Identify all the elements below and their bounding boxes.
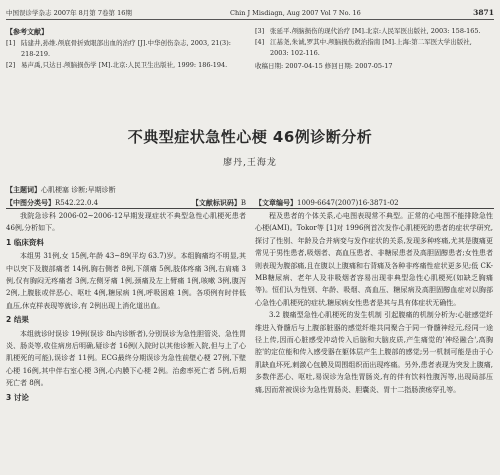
body-paragraph: 本组就诊时误诊 19例(误诊 8h内诊断者),分别误诊为急性胆管炎、急性胃炎、肠炎等,收住病房后明确,疑诊者 16例(入院时以其他诊断入院,但与上了心肌梗死的可能),误诊者 11例。ECG最终分期误诊为急性前壁心梗 27例,下壁心梗 16例,其中伴右室心梗 3例,心内膜下心梗 2例。治愈率死亡者 5例,后期死亡者 8例。	[6, 329, 247, 388]
keywords-label: 【主题词】	[6, 185, 41, 194]
journal-en: Chin J Misdiagn, Aug 2007 Vol 7 No. 16	[230, 8, 361, 17]
clc-label: 【中图分类号】	[6, 198, 55, 207]
body-subsection: 3.2 腹痛型急性心肌梗死的发生机制 引起腹痛的机制分析为:心脏感觉纤维进入脊髓后与上腹部脏器的感觉纤维共同聚合于同一脊髓神经元,经同一途径上传,因而心脏感受冲动传入后脑和大脑皮质,产生痛觉的'神经融合',高胸腔'的定位能和传入感受器在躯体层产生上腹部的感觉;另一机制可能是由于心肌缺血坏死,刺激心包膜及周围组织而出现疼痛。另外,患者表现为突发上腹痛,多数伴恶心、呕吐,易误诊为急性胃肠炎,有的伴有饮料性腹泻等,出现局部压痛,因而常被误诊为急性胃肠炎、胆囊炎、胃十二指肠溃疡穿孔等。	[255, 311, 493, 394]
body-paragraph: 程及患者的个体关系,心电图表现常不典型。正常的心电图不能排除急性心梗(AMI)。Tokor等 [1]对 1996例首次发作心肌梗死的患者的症状学研究,探讨了性别、年龄及合并病变与发作症状的关系,发现多种疼痛,尤其是腹痛更常见于男性患者,吸烟者、高血压患者、非糖尿患者及高胆固醇患者;女性患者则表现为腹部痛,且在腹以上腹痛和右背痛及各种非疼痛性症状更多见;低 CK-MB糖尿病、老年人及非吸烟者容易出现非典型急性心肌梗死(如缺乏胸痛等)。恒们认为性别、年龄、吸烟、高血压、糖尿病及高胆固醇血症对以胸部心急性心肌梗死的症状,糖尿病女性患者是其与具有体症状无确性。	[255, 212, 493, 307]
article-title: 不典型症状急性心梗 46例诊断分析	[127, 128, 373, 146]
references-heading: 【参考文献】	[6, 27, 48, 36]
references-right	[255, 26, 491, 72]
reference-item	[255, 37, 491, 59]
reference-text: 张延平.颅脑损伤的现代治疗 [M].北京:人民军医出版社, 2003: 158-165.	[270, 27, 481, 35]
keywords	[6, 184, 246, 196]
classification-meta	[6, 198, 246, 208]
reference-number: [3]	[255, 27, 265, 35]
section-heading: 1 临床资料	[6, 237, 44, 247]
reference-item	[255, 26, 491, 37]
running-header	[6, 6, 494, 20]
body-paragraph: 我院急诊科 2006-02~2006-12早期发现症状不典型急性心肌梗死患者 46例,分析如下。	[6, 212, 246, 233]
meta-divider	[6, 208, 494, 209]
article-authors: 廖丹,王海龙	[223, 158, 277, 168]
article-id-value: 1009-6647(2007)16-3871-02	[297, 199, 399, 207]
section-heading: 2 结果	[6, 315, 29, 325]
page-number: 3871	[473, 8, 494, 17]
reference-number: [4]	[255, 38, 265, 46]
clc-value: R542.22.0.4	[55, 199, 99, 207]
received-date: 收稿日期: 2007-04-15 修回日期: 2007-05-17	[255, 62, 393, 70]
doc-code-label: 【文献标识码】	[191, 198, 241, 207]
doc-code-value: B	[240, 199, 246, 207]
reference-text: 陆建井,孙维.颅底骨折致眼部出血的治疗 [J].中华创伤杂志, 2003, 21(3): 218-219.	[21, 39, 231, 58]
body-left-column	[6, 210, 246, 405]
section-heading: 3 讨论	[6, 392, 29, 402]
article-id-meta	[255, 198, 493, 208]
body-right-column	[255, 210, 493, 396]
journal-cn: 中国误诊学杂志 2007年 8月第 7卷第 16期	[6, 9, 132, 17]
reference-text: 江基尧,朱诚,罗其中.颅脑损伤救治指南 [M].上海:第二军医大学出版社, 2003: 102-116.	[270, 38, 472, 57]
reference-item	[6, 60, 246, 71]
reference-number: [1]	[6, 39, 16, 47]
reference-item	[6, 38, 246, 60]
body-paragraph: 本组男 31例,女 15例,年龄 43~89(平均 63.7)岁。本组胸痛均不明显,其中以突下及腹部痛者 14例,胸右侧者 8例,下颌痛 5例,肢体疼痛 3例,右肩痛 3例,仅有胸闷无疼痛者 3例,左侧牙痛 1例,颈痛及左上臂痛 1例,咳嗽 3例,腹泻 2例,上腹胀或伴恶心、呕吐 4例,糖尿病 1例,呼吸困难 1例。各项例有时伴低血压,休克样表现等就诊,有 2例出现上消化道出血。	[6, 252, 246, 310]
reference-number: [2]	[6, 61, 16, 69]
references-left	[6, 26, 246, 71]
keywords-value: 心肌梗塞 诊断;早期诊断	[41, 186, 116, 194]
reference-text: 易声禹,只达日.颅脑损伤学 [M].北京:人民卫生出版社, 1999: 186-194.	[21, 61, 228, 69]
article-id-label: 【文章编号】	[255, 198, 297, 207]
